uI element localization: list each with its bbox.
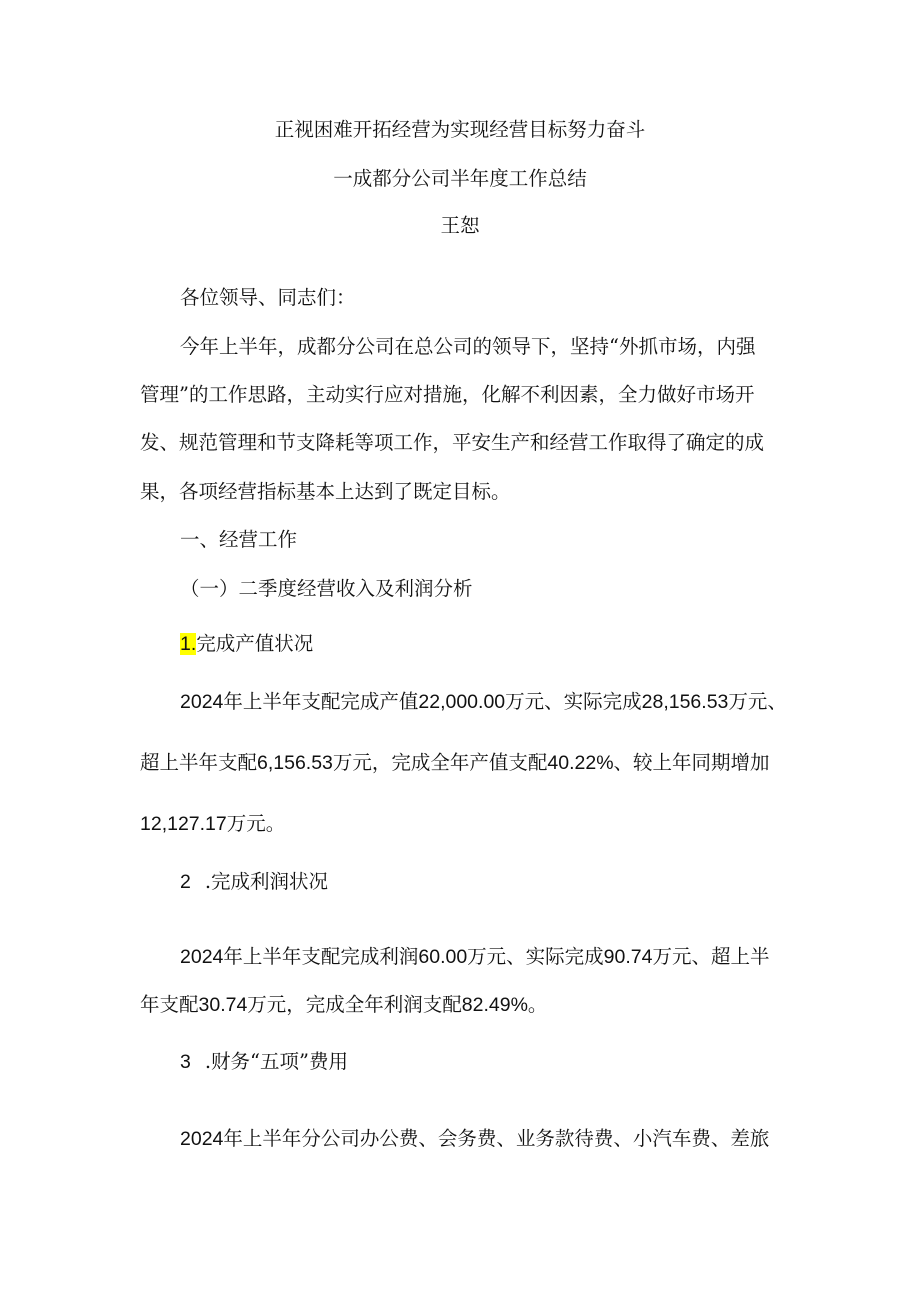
- intro-line: 管理”的工作思路，主动实行应对措施，化解不利因素，全力做好市场开: [140, 383, 755, 406]
- intro-line: 今年上半年，成都分公司在总公司的领导下，坚持“外抓市场，内强: [180, 335, 756, 358]
- subsection-heading: （一）二季度经营收入及利润分析: [180, 577, 473, 600]
- item-number: 2: [180, 871, 191, 893]
- body-line: 2024年上半年分公司办公费、会务费、业务款待费、小汽车费、差旅: [180, 1128, 770, 1150]
- document-title: 正视困难开拓经营为实现经营目标努力奋斗: [274, 118, 646, 141]
- item-number-highlighted: 1.: [180, 633, 197, 655]
- item-title: 完成产值状况: [196, 632, 314, 655]
- item-heading-1: [180, 634, 313, 655]
- body-line: 年支配30.74万元，完成全年利润支配82.49%。: [140, 994, 548, 1016]
- item-title: .完成利润状况: [204, 870, 329, 893]
- item-title: .财务“五项”费用: [204, 1050, 348, 1073]
- item-heading-3: [180, 1052, 348, 1073]
- body-line: 2024年上半年支配完成利润60.00万元、实际完成90.74万元、超上半: [180, 946, 770, 968]
- intro-line: 果，各项经营指标基本上达到了既定目标。: [140, 480, 511, 503]
- body-line: 超上半年支配6,156.53万元，完成全年产值支配40.22%、较上年同期增加: [140, 752, 770, 774]
- section-heading: 一、经营工作: [180, 528, 298, 551]
- item-number: 3: [180, 1051, 191, 1073]
- intro-line: 发、规范管理和节支降耗等项工作，平安生产和经营工作取得了确定的成: [140, 431, 765, 454]
- body-line: 2024年上半年支配完成产值22,000.00万元、实际完成28,156.53万元、: [180, 691, 787, 713]
- document-subtitle: 一成都分公司半年度工作总结: [333, 167, 587, 190]
- item-heading-2: [180, 872, 328, 893]
- document-author: 王恕: [440, 214, 480, 237]
- body-line: 12,127.17万元。: [140, 813, 286, 835]
- greeting: 各位领导、同志们：: [180, 286, 356, 309]
